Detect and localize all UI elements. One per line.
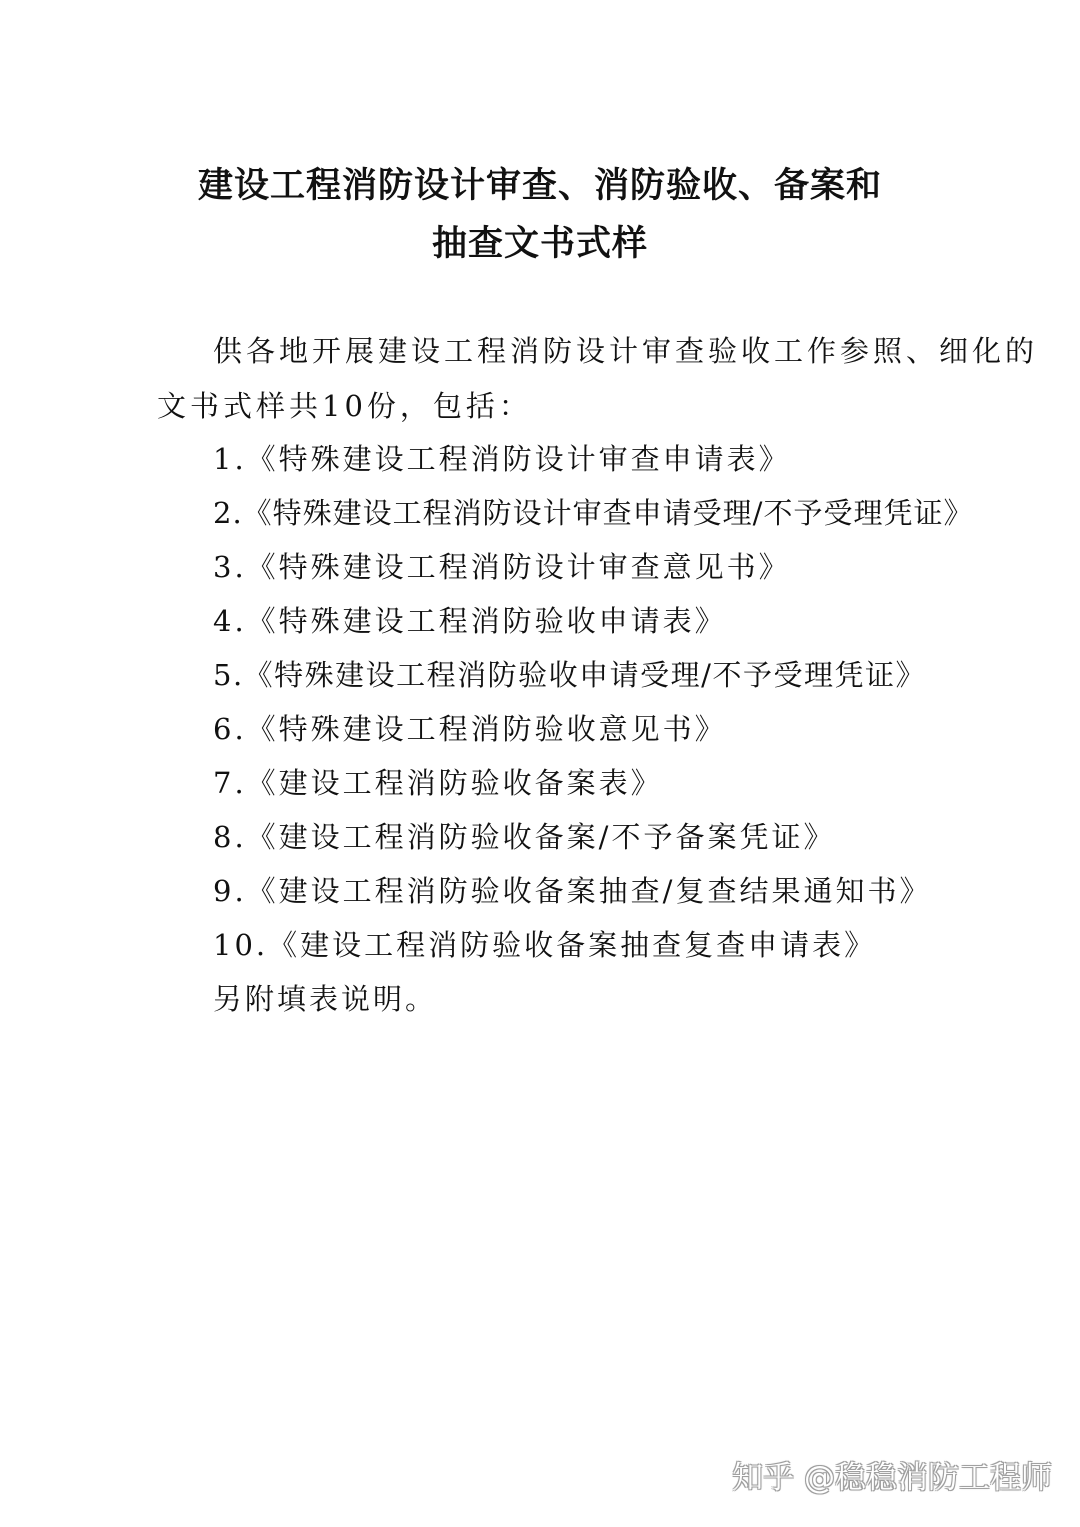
list-item-8: 8.《建设工程消防验收备案/不予备案凭证》 (213, 820, 836, 854)
list-item-9: 9.《建设工程消防验收备案抽查/复查结果通知书》 (213, 874, 932, 908)
intro-text-line-1: 供各地开展建设工程消防设计审查验收工作参照、细化的 (213, 334, 1039, 368)
list-item-4: 4.《特殊建设工程消防验收申请表》 (213, 604, 727, 638)
list-item-2: 2.《特殊建设工程消防设计审查申请受理/不予受理凭证》 (213, 496, 974, 530)
list-item-3: 3.《特殊建设工程消防设计审查意见书》 (213, 550, 791, 584)
list-item-10: 10.《建设工程消防验收备案抽查复查申请表》 (213, 928, 877, 962)
list-item-7: 7.《建设工程消防验收备案表》 (213, 766, 663, 800)
document-title-line-1: 建设工程消防设计审查、消防验收、备案和 (197, 165, 882, 206)
zhihu-watermark: 知乎 @稳稳消防工程师 (732, 1460, 1052, 1496)
list-item-6: 6.《特殊建设工程消防验收意见书》 (213, 712, 727, 746)
list-item-1: 1.《特殊建设工程消防设计审查申请表》 (213, 442, 791, 476)
list-item-5: 5.《特殊建设工程消防验收申请受理/不予受理凭证》 (213, 658, 926, 692)
intro-text-line-2: 文书式样共10份，包括： (157, 389, 532, 423)
document-title-line-2: 抽查文书式样 (431, 223, 648, 264)
appendix-note: 另附填表说明。 (213, 982, 438, 1016)
